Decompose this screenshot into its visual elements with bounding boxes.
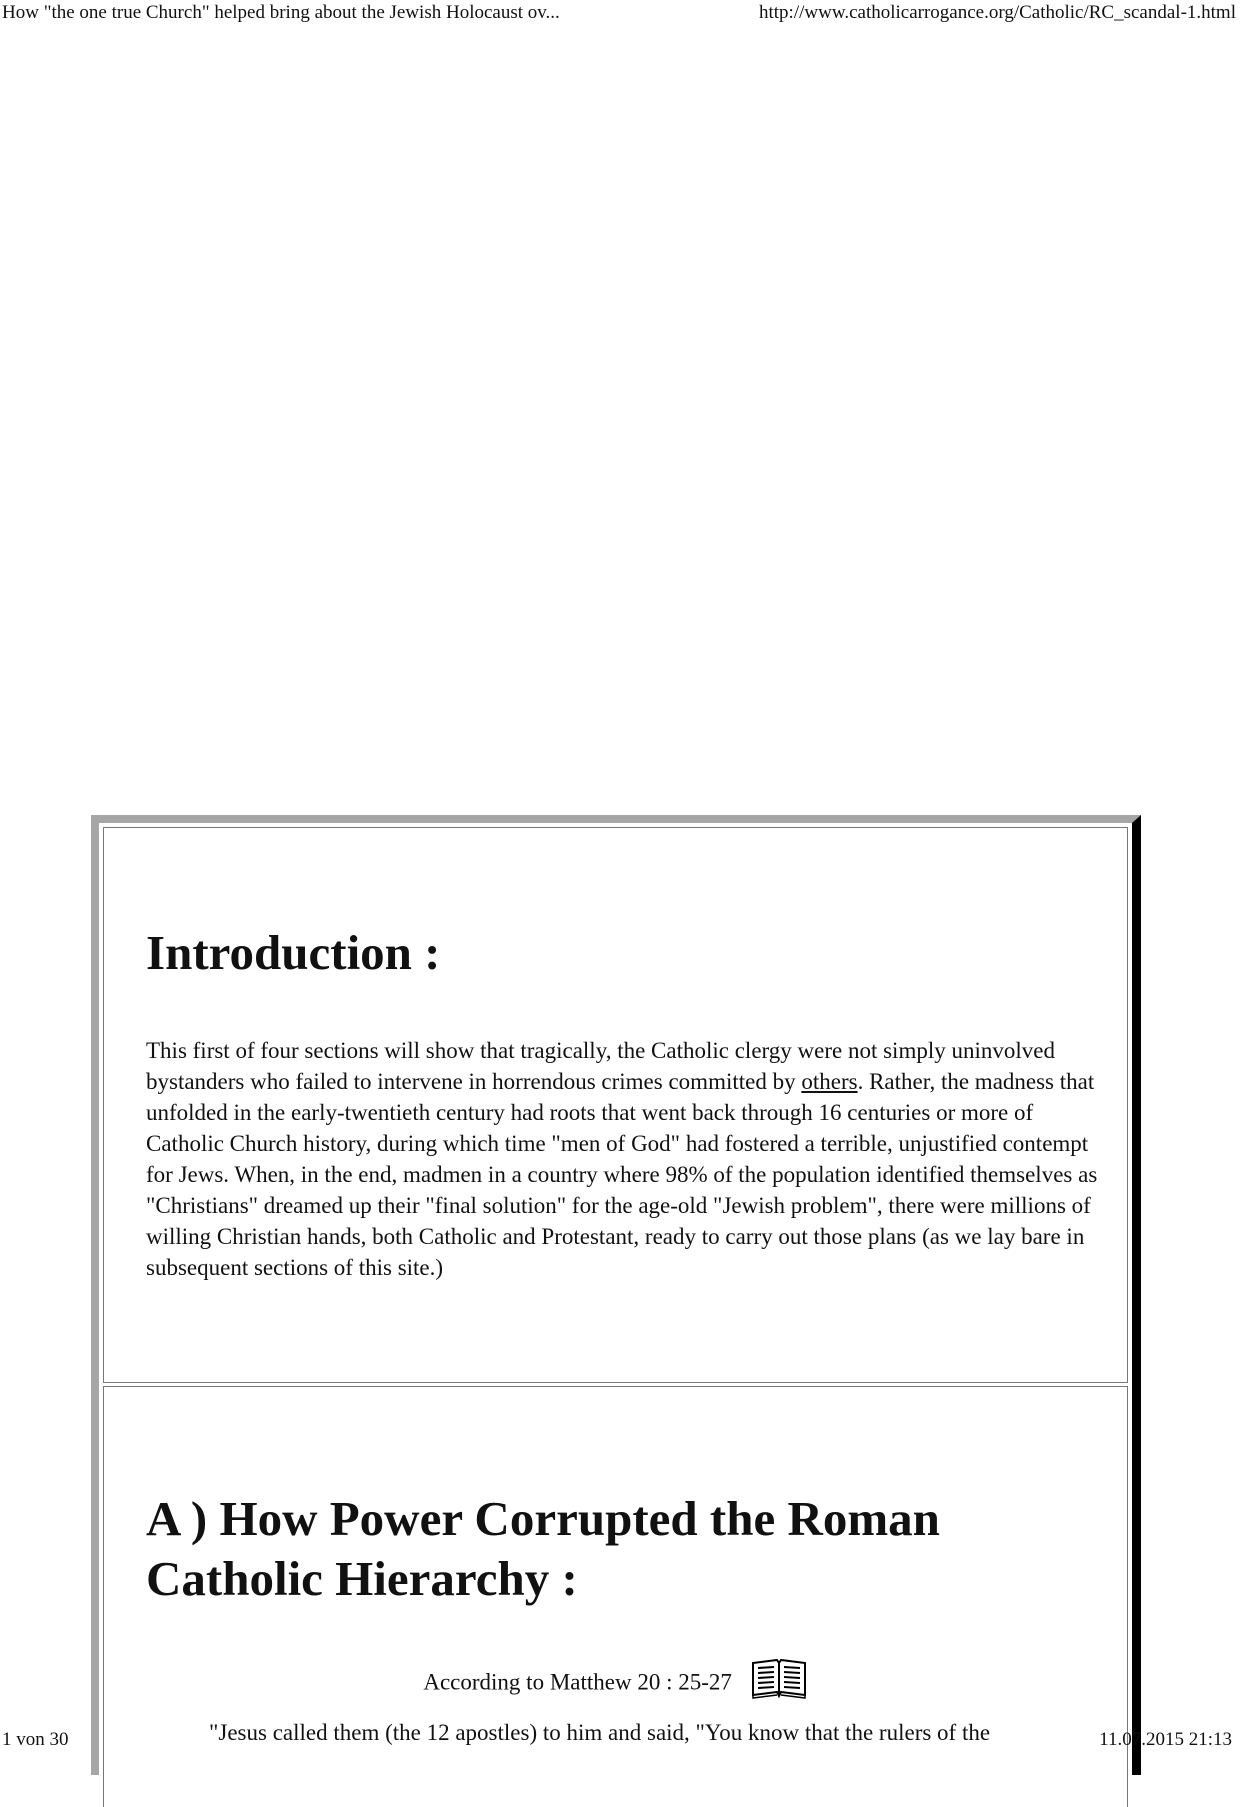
introduction-cell <box>103 827 1128 1383</box>
page-footer-datetime: 11.07.2015 21:13 <box>1099 1729 1232 1750</box>
page-footer-page-number: 1 von 30 <box>2 1729 69 1750</box>
intro-text-part-2: . Rather, the madness that unfolded in the early-twentieth century had roots that went back through 16 centuries or more of Catholic Church history, during which time "men of God" had fostered a terrible, unjustified contempt for Jews. When, in the end, madmen in a country where 98% of the population identified themselves as "Christians" dreamed up their "final solution" for the age-old "Jewish problem", there were millions of willing Christian hands, both Catholic and Protestant, ready to carry out those plans (as we lay bare in subsequent sections of this site.) <box>146 1069 1098 1280</box>
introduction-heading: Introduction : <box>146 925 441 980</box>
scripture-reference-text: According to Matthew 20 : 25-27 <box>423 1669 732 1695</box>
scripture-reference <box>104 1657 1127 1707</box>
others-link[interactable]: others <box>801 1069 858 1094</box>
content-frame <box>91 815 1141 1775</box>
scripture-quote: "Jesus called them (the 12 apostles) to him and said, "You know that the rulers of the <box>209 1720 991 1745</box>
section-a-cell <box>103 1386 1128 1807</box>
section-a-heading: A ) How Power Corrupted the Roman Catholic Hierarchy : <box>146 1491 940 1606</box>
open-bible-icon[interactable] <box>750 1657 808 1707</box>
page-header-url: http://www.catholicarrogance.org/Catholic/RC_scandal-1.html <box>759 2 1236 23</box>
page-header-title: How "the one true Church" helped bring about the Jewish Holocaust ov... <box>2 2 560 23</box>
introduction-paragraph <box>146 1035 1106 1283</box>
intro-text-part-1: This first of four sections will show that tragically, the Catholic clergy were not simply uninvolved bystanders who failed to intervene in horrendous crimes committed by <box>146 1038 1055 1094</box>
